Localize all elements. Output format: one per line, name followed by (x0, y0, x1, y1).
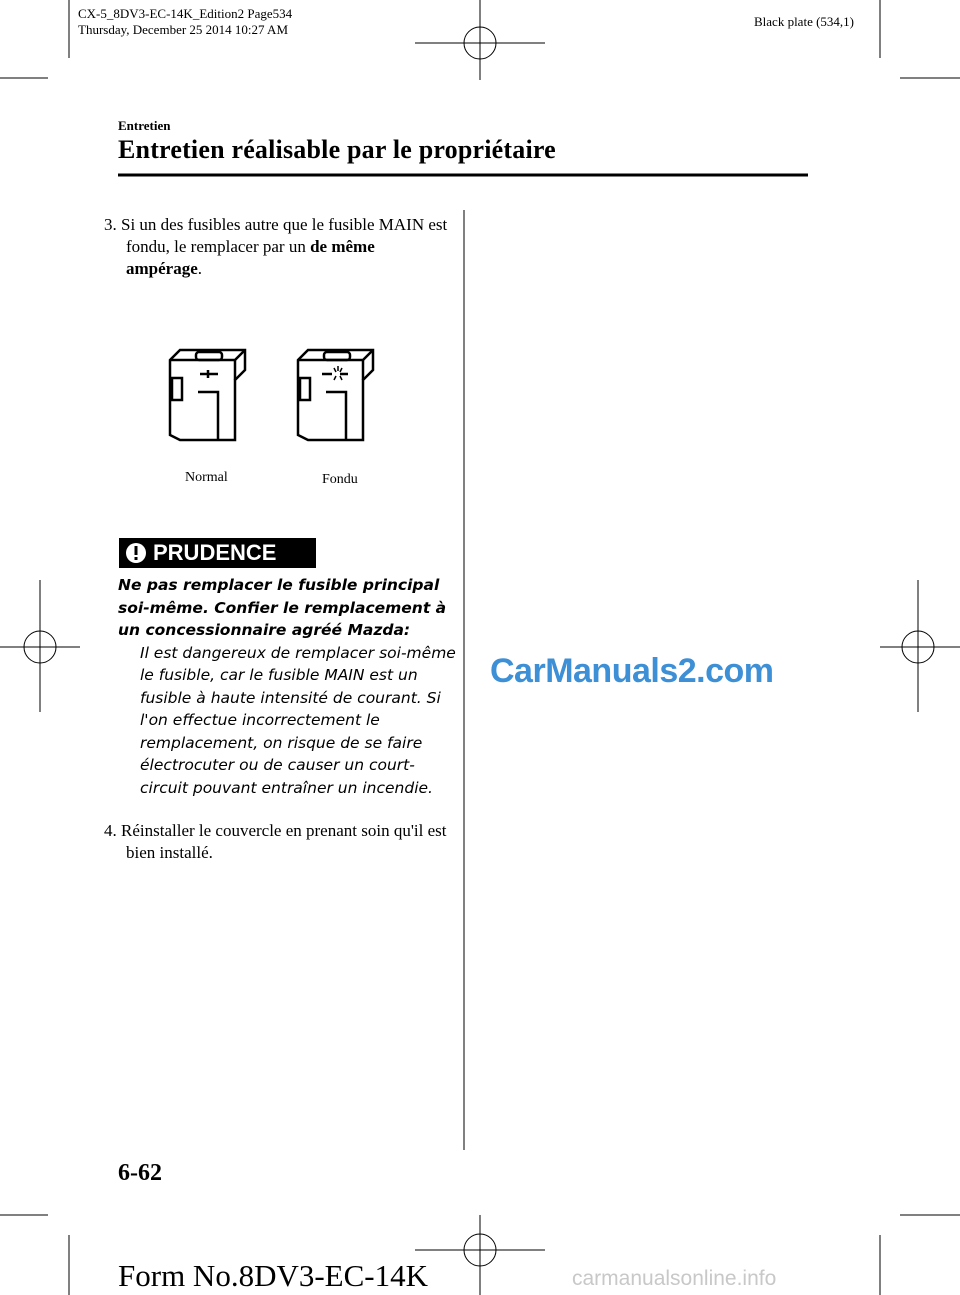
print-file-line: CX-5_8DV3-EC-14K_Edition2 Page534 (78, 6, 293, 21)
fuse-normal-illustration (170, 350, 245, 440)
caution-badge (119, 538, 316, 568)
fuse-normal-caption: Normal (185, 470, 228, 485)
print-date-line: Thursday, December 25 2014 10:27 AM (78, 22, 289, 37)
step-3-end: . (197, 259, 203, 278)
page-number: 6-62 (118, 1160, 162, 1186)
site-watermark: carmanualsonline.info (572, 1267, 777, 1290)
step-4-text: Réinstaller le couvercle en prenant soin qu'il est bien installé. (121, 821, 447, 862)
form-number: Form No.8DV3-EC-14K (118, 1258, 428, 1293)
warning-icon (119, 538, 153, 568)
step-3-number: 3. (104, 215, 117, 234)
step-3 (104, 214, 449, 280)
caution-text (118, 574, 458, 799)
step-4 (104, 820, 449, 864)
caution-lead: Ne pas remplacer le fusible principal soi-même. Confier le remplacement à un concessionnaire agréé Mazda: (118, 576, 447, 639)
fuse-blown-caption: Fondu (322, 472, 358, 487)
step-3-bold: de même ampérage (126, 237, 375, 278)
fuse-blown-illustration (298, 350, 373, 440)
step-3-text: Si un des fusibles autre que le fusible MAIN est fondu, le remplacer par un (121, 215, 448, 256)
step-4-number: 4. (104, 821, 117, 840)
section-label: Entretien (118, 118, 171, 133)
caution-label: PRUDENCE (153, 540, 277, 565)
print-plate: Black plate (534,1) (754, 14, 854, 29)
caution-detail: Il est dangereux de remplacer soi-même le fusible, car le fusible MAIN est un fusible à haute intensité de courant. Si l'on effectue incorrectement le remplacement, on risque de se faire électrocuter ou de causer un court-circuit pouvant entraîner un incendie. (140, 643, 456, 797)
fuse-figure (160, 340, 400, 470)
carmanuals-watermark: CarManuals2.com (490, 652, 774, 690)
page-title: Entretien réalisable par le propriétaire (118, 135, 556, 164)
